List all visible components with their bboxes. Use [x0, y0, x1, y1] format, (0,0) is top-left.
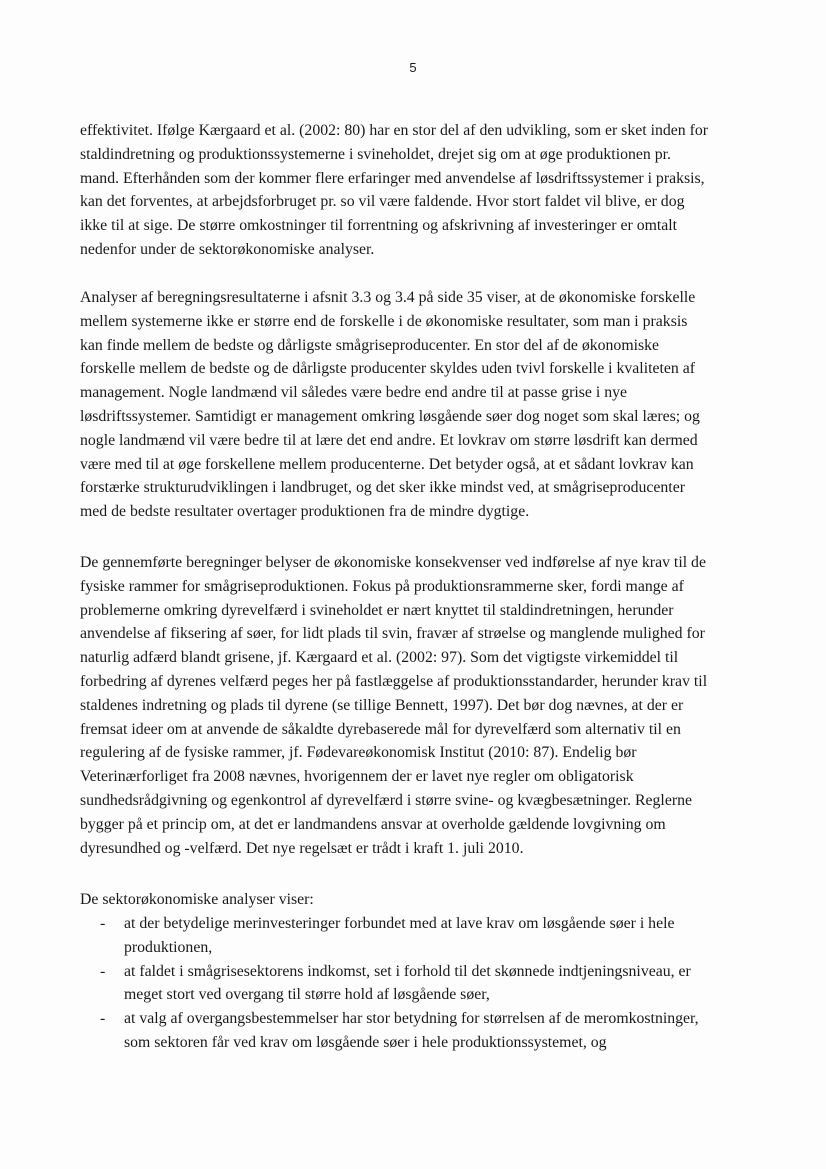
- list-item: [80, 912, 760, 960]
- text-line: staldenes indretning og plads til dyrene (se tillige Bennett, 1997). Det bør dog nævnes, at der er: [80, 696, 684, 714]
- text-line: forstærke strukturudviklingen i landbruget, og det sker ikke mindst ved, at smågriseproducenter: [80, 479, 685, 497]
- list-item: [80, 960, 760, 1008]
- dash-bullet-icon: -: [100, 915, 106, 932]
- text-line: mellem systemerne ikke er større end de forskelle i de økonomiske resultater, som man i praksis: [80, 312, 688, 330]
- text-line: meget stort ved overgang til større hold af løsgående søer,: [124, 986, 490, 1004]
- text-line: bygger på et princip om, at det er landmandens ansvar at overholde gældende lovgivning om: [80, 815, 666, 833]
- paragraph-productivity: [80, 119, 760, 262]
- list-intro: [80, 888, 760, 912]
- text-line: fysiske rammer for smågriseproduktionen. Fokus på produktionsrammerne sker, fordi mange af: [80, 577, 684, 595]
- text-line: at valg af overgangsbestemmelser har stor betydning for størrelsen af de meromkostninger,: [124, 1010, 699, 1028]
- text-line: nogle landmænd vil være bedre til at lære det end andre. Et lovkrav om større løsdrift kan dermed: [80, 431, 698, 449]
- text-line: anvendelse af fiksering af søer, for lidt plads til svin, fravær af strøelse og manglende mulighed for: [80, 625, 705, 643]
- text-line: at der betydelige merinvesteringer forbundet med at lave krav om løsgående søer i hele: [124, 915, 675, 932]
- text-line: sundhedsrådgivning og egenkontrol af dyrevelfærd i større svine- og kvægbesætninger. Reglerne: [80, 791, 692, 809]
- text-line: ikke til at sige. De større omkostninger til forrentning og afskrivning af investeringer er omtalt: [80, 217, 678, 235]
- page-number: 5: [409, 60, 417, 75]
- text-line: med de bedste resultater overtager produktionen fra de mindre dygtige.: [80, 503, 530, 521]
- text-line: fremsat ideer om at anvende de såkaldte dyrebaserede mål for dyrevelfærd som alternativ til en: [80, 720, 681, 738]
- text-line: dyresundhed og -velfærd. Det nye regelsæt er trådt i kraft 1. juli 2010.: [80, 839, 524, 857]
- text-line: løsdriftssystemer. Samtidigt er management omkring løsgående søer dog noget som skal læres; og: [80, 407, 700, 425]
- text-line: forskelle mellem de bedste og de dårligste producenter skyldes uden tvivl forskelle i kvaliteten af: [80, 360, 696, 378]
- dash-bullet-icon: -: [100, 962, 106, 980]
- findings-list: [80, 912, 760, 1055]
- paragraph-welfare: [80, 551, 760, 860]
- text-line: forbedring af dyrenes velfærd peges her på fastlæggelse af produktionsstandarder, herunder krav til: [80, 672, 708, 690]
- paragraph-analysis: [80, 286, 760, 524]
- text-line: at faldet i smågrisesektorens indkomst, set i forhold til det skønnede indtjeningsniveau, er: [124, 962, 691, 980]
- dash-bullet-icon: -: [100, 1010, 106, 1028]
- text-line: som sektoren får ved krav om løsgående søer i hele produktionssystemet, og: [124, 1033, 607, 1051]
- text-line: De sektorøkonomiske analyser viser:: [80, 891, 314, 908]
- text-line: De gennemførte beregninger belyser de økonomiske konsekvenser ved indførelse af nye krav til de: [80, 554, 706, 571]
- text-line: Analyser af beregningsresultaterne i afsnit 3.3 og 3.4 på side 35 viser, at de økonomiske forskelle: [80, 289, 696, 306]
- list-item: [80, 1007, 760, 1055]
- text-line: staldindretning og produktionssystemerne i svineholdet, drejet sig om at øge produktionen pr.: [80, 145, 671, 163]
- text-line: kan finde mellem de bedste og dårligste smågriseproducenter. En stor del af de økonomiske: [80, 336, 660, 354]
- text-line: problemerne omkring dyrevelfærd i svineholdet er nært knyttet til staldindretningen, herunder: [80, 601, 674, 619]
- text-line: være med til at øge forskellene mellem producenterne. Det betyder også, at et sådant lovkrav kan: [80, 455, 694, 473]
- text-line: kan det forventes, at arbejdsforbruget pr. so vil være faldende. Hvor stort faldet vil blive, er dog: [80, 193, 685, 211]
- text-line: produktionen,: [124, 938, 213, 956]
- text-line: mand. Efterhånden som der kommer flere erfaringer med anvendelse af løsdriftssystemer i praksis,: [80, 169, 705, 187]
- text-line: naturlig adfærd blandt grisene, jf. Kærgaard et al. (2002: 97). Som det vigtigste virkemiddel til: [80, 649, 679, 667]
- text-line: regulering af de fysiske rammer, jf. Fødevareøkonomisk Institut (2010: 87). Endelig bør: [80, 744, 637, 762]
- text-line: effektivitet. Ifølge Kærgaard et al. (2002: 80) har en stor del af den udvikling, som er sket inden for: [80, 122, 709, 139]
- text-line: Veterinærforliget fra 2008 nævnes, hvorigennem der er lavet nye regler om obligatorisk: [80, 768, 634, 786]
- text-line: management. Nogle landmænd vil således være bedre end andre til at passe grise i nye: [80, 384, 628, 402]
- text-line: nedenfor under de sektorøkonomiske analyser.: [80, 240, 375, 258]
